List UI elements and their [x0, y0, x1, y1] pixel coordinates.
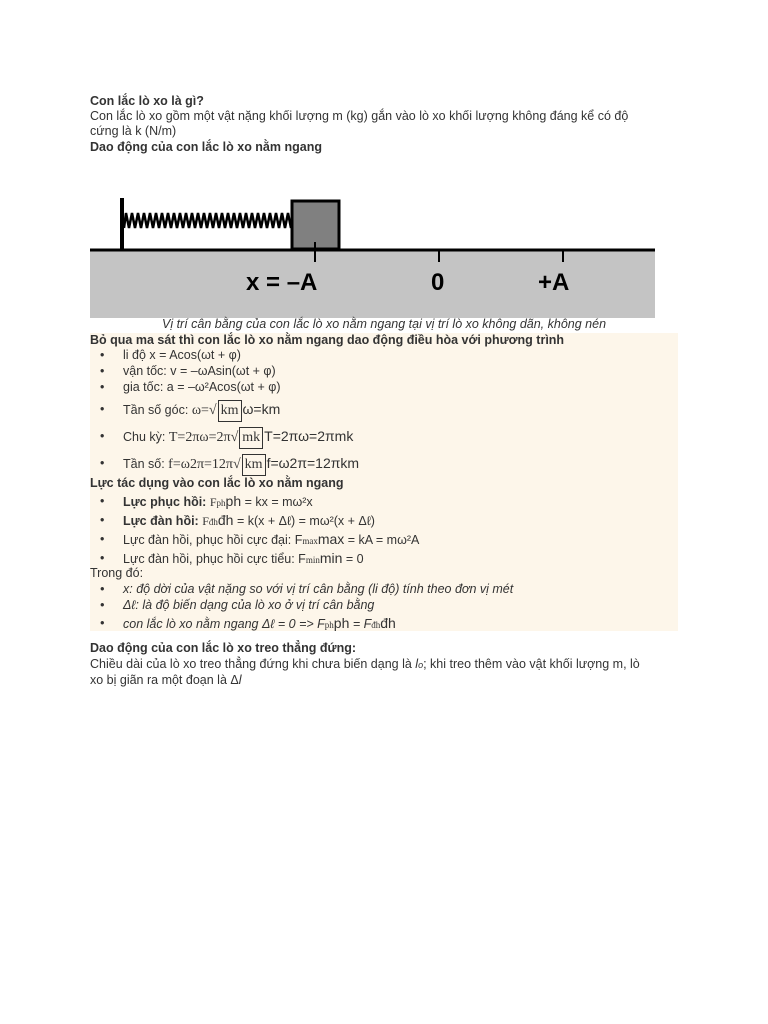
equation-heading: Bỏ qua ma sát thì con lắc lò xo nằm ngang dao động điều hòa với phương trình — [90, 333, 565, 347]
list-item-horizontal-case: • con lắc lò xo nằm ngang Δℓ = 0 => Fphph = Fđhđh — [90, 614, 513, 632]
vertical-text-line-1: Chiều dài của lò xo treo thẳng đứng khi chưa biến dạng là lo; khi treo thêm vào vật khối lượng m, lò — [90, 657, 640, 671]
intro-text-line-2: cứng là k (N/m) — [90, 124, 177, 138]
period-fraction-box: mk — [239, 427, 263, 449]
label-zero: 0 — [431, 269, 445, 296]
list-item-li-do: • li độ x = Acos(ωt + φ) — [90, 348, 359, 364]
vertical-text-line-2: xo bị giãn ra một đoạn là Δl — [90, 673, 242, 687]
list-item-min-force: • Lực đàn hồi, phục hồi cực tiểu: Fminmin = 0 — [90, 549, 419, 568]
equation-list — [90, 348, 359, 477]
label-pos-a: +A — [538, 269, 570, 296]
list-item-frequency: • Tần số: f=ω2π=12π√ km f=ω2π=12πkm — [90, 450, 359, 477]
horizontal-heading: Dao động của con lắc lò xo nằm ngang — [90, 140, 322, 154]
where-label: Trong đó: — [90, 566, 144, 580]
spring-figure — [90, 170, 655, 318]
label-neg-a: x = –A — [246, 269, 318, 296]
list-item-gia-toc: • gia tốc: a = –ω²Acos(ωt + φ) — [90, 380, 359, 396]
list-item-dl-definition: • Δℓ: là độ biến dạng của lò xo ở vị trí cân bằng — [90, 598, 513, 614]
intro-heading: Con lắc lò xo là gì? — [90, 94, 204, 108]
list-item-max-force: • Lực đàn hồi, phục hồi cực đại: Fmaxmax = kA = mω²A — [90, 530, 419, 549]
vertical-heading: Dao động của con lắc lò xo treo thẳng đứng: — [90, 641, 357, 655]
list-item-restoring-force: • Lực phục hồi: Fphph = kx = mω²x — [90, 492, 419, 511]
force-heading: Lực tác dụng vào con lắc lò xo nằm ngang — [90, 476, 344, 490]
list-item-x-definition: • x: độ dời của vật nặng so với vị trí cân bằng (li độ) tính theo đơn vị mét — [90, 582, 513, 598]
list-item-omega: • Tần số góc: ω=√ km ω=km — [90, 396, 359, 423]
mass-block — [292, 201, 339, 249]
figure-sky — [90, 170, 655, 250]
omega-fraction-box: km — [218, 400, 242, 422]
intro-text-line-1: Con lắc lò xo gồm một vật nặng khối lượng m (kg) gắn vào lò xo khối lượng không đáng kể có độ — [90, 109, 629, 123]
figure-ground — [90, 250, 655, 318]
figure-caption: Vị trí cân bằng của con lắc lò xo nằm ngang tại vị trí lò xo không dãn, không nén — [161, 317, 607, 331]
freq-fraction-box: km — [242, 454, 266, 476]
list-item-elastic-force: • Lực đàn hồi: Fđhđh = k(x + Δℓ) = mω²(x + Δℓ) — [90, 511, 419, 530]
spring-diagram — [90, 170, 655, 318]
list-item-period: • Chu kỳ: T=2πω=2π√ mk T=2πω=2πmk — [90, 423, 359, 450]
list-item-van-toc: • vận tốc: v = –ωAsin(ωt + φ) — [90, 364, 359, 380]
where-list — [90, 582, 513, 632]
force-list — [90, 492, 419, 568]
